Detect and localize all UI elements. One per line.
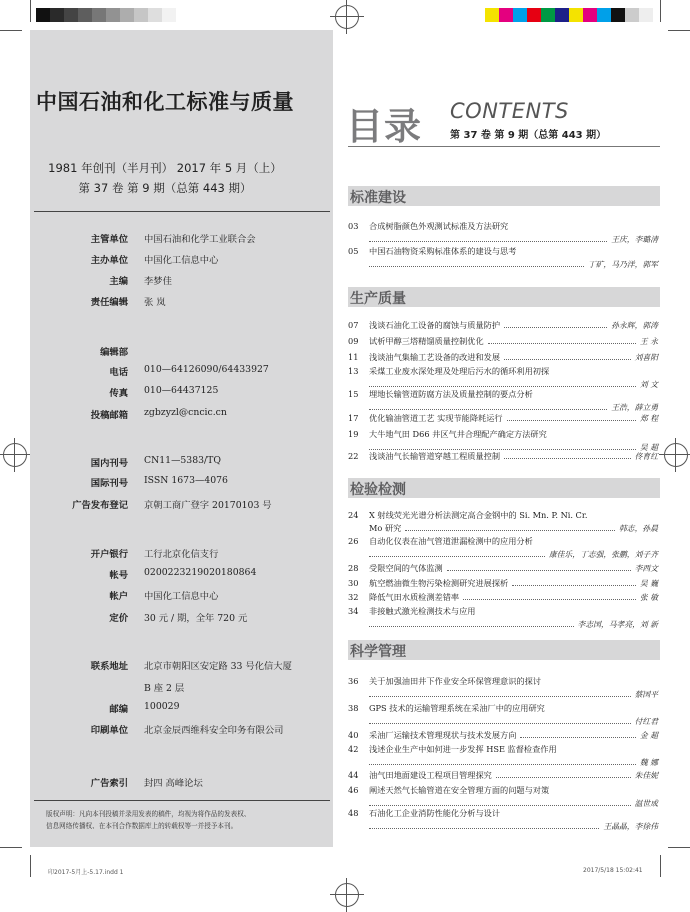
leader-dots <box>504 458 631 459</box>
footer-timestamp: 2017/5/18 15:02:41 <box>583 867 643 874</box>
entry-page: 44 <box>348 770 359 780</box>
masthead-value: 北京市朝阳区安定路 33 号化信大厦 <box>144 661 292 672</box>
leader-dots <box>369 764 636 765</box>
entry-title: 大牛地气田 D66 井区气井合理配产确定方法研究 <box>369 429 547 439</box>
copyright-line: 版权声明：凡向本刊投稿并录用发表的稿件，均视为将作品的发表权、 <box>46 810 251 818</box>
masthead-value: 北京金辰西维科安全印务有限公司 <box>144 725 284 736</box>
entry-title: 中国石油物资采购标准体系的建设与思考 <box>369 246 517 256</box>
masthead-row <box>30 231 330 247</box>
masthead-value: 100029 <box>144 701 180 712</box>
masthead-row <box>30 344 330 360</box>
toc-entry[interactable] <box>348 676 660 702</box>
masthead-row <box>30 680 330 696</box>
toc-entry[interactable] <box>348 510 660 536</box>
journal-founded: 1981 年创刊（半月刊） 2017 年 5 月（上） <box>48 161 282 175</box>
entry-page: 19 <box>348 429 359 439</box>
entry-authors: 王 永 <box>639 337 658 346</box>
masthead-label: 帐户 <box>109 591 128 602</box>
leader-dots <box>463 599 636 600</box>
entry-title: 采油厂运输技术管理现状与技术发展方向 <box>369 730 517 740</box>
masthead-value: 张 岚 <box>144 297 166 308</box>
entry-authors: 王晶晶，李徐伟 <box>603 822 658 831</box>
entry-title: 降低气田水质检测差错率 <box>369 592 460 602</box>
entry-page: 26 <box>348 536 359 546</box>
masthead-label: 广告索引 <box>90 778 128 789</box>
masthead-value: ISSN 1673—4076 <box>144 475 228 486</box>
masthead-row <box>30 722 330 738</box>
entry-page: 03 <box>348 221 359 231</box>
masthead-row <box>30 588 330 604</box>
masthead-label: 定价 <box>109 613 128 624</box>
masthead-value: 工行北京化信支行 <box>144 549 219 560</box>
registration-mark-icon <box>3 443 27 467</box>
toc-title: 目录 <box>346 105 422 148</box>
entry-title: 埋地长输管道防腐方法及质量控制的要点分析 <box>369 389 533 399</box>
entry-authors: 丁矿，马乃洋，郭军 <box>587 260 658 269</box>
divider <box>34 800 330 801</box>
leader-dots <box>496 777 631 778</box>
masthead-label: 电话 <box>109 367 128 378</box>
leader-dots <box>369 241 607 242</box>
entry-page: 46 <box>348 785 359 795</box>
crop-mark <box>30 855 31 877</box>
toc-entry[interactable] <box>348 744 660 770</box>
leader-dots <box>369 409 607 410</box>
entry-authors: 温世成 <box>634 799 658 808</box>
masthead-row <box>30 546 330 562</box>
masthead-label: 开户银行 <box>90 549 128 560</box>
entry-authors: 金 超 <box>639 731 658 740</box>
leader-dots <box>369 828 599 829</box>
leader-dots <box>512 585 636 586</box>
masthead-row <box>30 294 330 310</box>
toc-entry[interactable] <box>348 808 660 834</box>
toc-entry[interactable] <box>348 221 660 247</box>
entry-page: 34 <box>348 606 359 616</box>
entry-page: 32 <box>348 592 359 602</box>
color-bar <box>485 8 653 22</box>
masthead-value: CN11—5383/TQ <box>144 455 221 466</box>
entry-authors: 王庆，李璐清 <box>611 235 658 244</box>
entry-authors: 刘 文 <box>639 380 658 389</box>
masthead-value: 中国化工信息中心 <box>144 255 219 266</box>
masthead-row <box>30 567 330 583</box>
entry-title: 浅谈油气长输管道穿越工程质量控制 <box>369 451 501 461</box>
entry-title: 自动化仪表在油气管道泄漏检测中的应用分析 <box>369 536 533 546</box>
entry-page: 15 <box>348 389 359 399</box>
entry-authors: 郑 程 <box>639 414 658 423</box>
masthead-label: 国内刊号 <box>90 458 128 469</box>
toc-entry[interactable] <box>348 246 660 272</box>
masthead-value: 中国石油和化学工业联合会 <box>144 234 256 245</box>
header-rule <box>348 146 660 147</box>
masthead-label: 国际刊号 <box>90 478 128 489</box>
registration-mark-icon <box>664 443 688 467</box>
section-title: 生产质量 <box>350 291 406 307</box>
toc-entry[interactable] <box>348 703 660 729</box>
entry-page: 42 <box>348 744 359 754</box>
crop-mark <box>660 855 661 877</box>
entry-page: 28 <box>348 563 359 573</box>
leader-dots <box>447 570 631 571</box>
copyright-line: 信息网络传播权、在本刊合作数据库上的转载权等一并授予本刊。 <box>46 822 238 830</box>
masthead-value: 0200223219020180864 <box>144 567 257 578</box>
crop-mark <box>660 0 661 22</box>
entry-page: 30 <box>348 578 359 588</box>
entry-authors: 吴 巍 <box>639 579 658 588</box>
entry-title-cont: Mo 研究 <box>369 523 402 533</box>
masthead-value: 中国化工信息中心 <box>144 591 219 602</box>
masthead-value: 李梦佳 <box>144 276 172 287</box>
entry-authors: 张 敏 <box>639 593 658 602</box>
entry-title: 非接触式激光检测技术与应用 <box>369 606 476 616</box>
crop-mark <box>0 30 22 31</box>
masthead-row <box>30 497 330 513</box>
entry-authors: 李志国，马孝亮，刘 新 <box>577 620 658 629</box>
leader-dots <box>369 805 631 806</box>
leader-dots <box>369 386 636 387</box>
masthead-label: 印刷单位 <box>90 725 128 736</box>
crop-mark <box>0 847 22 848</box>
entry-authors: 刘喜阳 <box>634 353 658 362</box>
masthead-label: 主办单位 <box>90 255 128 266</box>
entry-authors: 王浩，薛立勇 <box>611 403 658 412</box>
masthead-label: 邮编 <box>109 704 128 715</box>
masthead-label: 广告发布登记 <box>72 500 128 511</box>
toc-issue: 第 37 卷 第 9 期（总第 443 期） <box>450 130 607 141</box>
masthead-label: 主管单位 <box>90 234 128 245</box>
toc-entry[interactable] <box>348 536 660 562</box>
registration-mark-icon <box>335 883 359 907</box>
masthead-label: 联系地址 <box>90 661 128 672</box>
journal-title: 中国石油和化工标准与质量 <box>36 89 294 114</box>
entry-page: 38 <box>348 703 359 713</box>
toc-entry[interactable] <box>348 606 660 632</box>
masthead-row <box>30 701 330 717</box>
toc-entry[interactable] <box>348 451 660 477</box>
leader-dots <box>369 266 584 267</box>
entry-page: 11 <box>348 352 359 362</box>
masthead-label: 传真 <box>109 388 128 399</box>
entry-title: 浅谈油气集输工艺设备的改进和发展 <box>369 352 501 362</box>
entry-title: 受限空间的气体监测 <box>369 563 443 573</box>
masthead-row <box>30 385 330 401</box>
entry-authors: 李西文 <box>634 564 658 573</box>
leader-dots <box>520 737 636 738</box>
masthead-label: 帐号 <box>109 570 128 581</box>
masthead-row <box>30 273 330 289</box>
crop-mark <box>30 0 31 22</box>
masthead-row <box>30 364 330 380</box>
grayscale-bar <box>36 8 176 22</box>
masthead-label: 主编 <box>109 276 128 287</box>
entry-page: 05 <box>348 246 359 256</box>
entry-authors: 康佳乐，丁志强，张鹏，刘子齐 <box>548 550 658 559</box>
entry-authors: 韩志，孙晨 <box>619 524 658 533</box>
entry-page: 24 <box>348 510 359 520</box>
leader-dots <box>504 359 631 360</box>
masthead-value: B 座 2 层 <box>144 683 185 694</box>
entry-page: 13 <box>348 366 359 376</box>
entry-title: 油气田地面建设工程项目管理探究 <box>369 770 492 780</box>
entry-title: 航空燃油微生物污染检测研究进展探析 <box>369 578 509 588</box>
entry-page: 40 <box>348 730 359 740</box>
entry-authors: 付红君 <box>634 717 658 726</box>
entry-title: 采煤工业废水深处理及处理后污水的循环利用初探 <box>369 366 550 376</box>
entry-page: 07 <box>348 320 359 330</box>
masthead-row <box>30 610 330 626</box>
entry-title: X 射线荧光光谱分析法测定高合金钢中的 Si. Mn. P. Ni. Cr. <box>369 510 588 520</box>
leader-dots <box>504 327 607 328</box>
crop-mark <box>668 847 690 848</box>
entry-title: 试析甲醇三塔精馏质量控制优化 <box>369 336 484 346</box>
masthead-row <box>30 658 330 674</box>
section-title: 科学管理 <box>350 644 406 660</box>
entry-title: 阐述天然气长输管道在安全管理方面的问题与对策 <box>369 785 550 795</box>
section-title: 检验检测 <box>350 482 406 498</box>
journal-volume-issue: 第 37 卷 第 9 期（总第 443 期） <box>78 181 252 195</box>
copyright-notice <box>46 808 316 832</box>
masthead-row <box>30 775 330 791</box>
entry-authors: 蔡国平 <box>634 690 658 699</box>
entry-title: 优化输油管道工艺 实现节能降耗运行 <box>369 413 503 423</box>
entry-authors: 魏 娜 <box>639 758 658 767</box>
masthead-row <box>30 475 330 491</box>
leader-dots <box>405 530 615 531</box>
masthead-row <box>30 252 330 268</box>
entry-page: 36 <box>348 676 359 686</box>
leader-dots <box>369 449 636 450</box>
entry-title: 关于加强油田井下作业安全环保管理意识的探讨 <box>369 676 541 686</box>
toc-title-en: CONTENTS <box>450 99 569 123</box>
entry-authors: 佟育红 <box>634 452 658 461</box>
leader-dots <box>369 626 574 627</box>
entry-authors: 孙永辉，郭涛 <box>611 321 658 330</box>
entry-title: 浅谈石油化工设备的腐蚀与质量防护 <box>369 320 501 330</box>
footer-file: 印2017-5月上-5.17.indd 1 <box>48 869 124 876</box>
entry-title: 合成树脂颜色外观测试标准及方法研究 <box>369 221 509 231</box>
masthead-value: 010—64437125 <box>144 385 219 396</box>
entry-page: 48 <box>348 808 359 818</box>
masthead-label: 投稿邮箱 <box>90 410 128 421</box>
masthead-value: 30 元 / 期，全年 720 元 <box>144 613 248 624</box>
crop-mark <box>668 30 690 31</box>
masthead-value: zgbzyzl@cncic.cn <box>144 407 227 418</box>
masthead-label: 编辑部 <box>100 347 128 358</box>
entry-title: 浅述企业生产中如何进一步发挥 HSE 监督检查作用 <box>369 744 557 754</box>
entry-page: 17 <box>348 413 359 423</box>
masthead-row <box>30 455 330 471</box>
leader-dots <box>488 343 636 344</box>
masthead-value: 京朝工商广登字 20170103 号 <box>144 500 272 511</box>
masthead-row <box>30 407 330 423</box>
entry-authors: 吴 超 <box>639 443 658 452</box>
masthead-label: 责任编辑 <box>90 297 128 308</box>
entry-title: 石油化工企业消防性能化分析与设计 <box>369 808 501 818</box>
masthead-value: 010—64126090/64433927 <box>144 364 269 375</box>
leader-dots <box>369 556 545 557</box>
toc-entry[interactable] <box>348 389 660 415</box>
entry-page: 09 <box>348 336 359 346</box>
leader-dots <box>369 696 631 697</box>
masthead-value: 封四 高峰论坛 <box>144 778 203 789</box>
entry-authors: 朱佳妮 <box>634 771 658 780</box>
entry-title: GPS 技术的运输管理系统在采油厂中的应用研究 <box>369 703 545 713</box>
section-title: 标准建设 <box>350 190 406 206</box>
registration-mark-icon <box>335 5 359 29</box>
leader-dots <box>369 723 631 724</box>
divider <box>34 211 330 212</box>
entry-page: 22 <box>348 451 359 461</box>
leader-dots <box>507 420 636 421</box>
